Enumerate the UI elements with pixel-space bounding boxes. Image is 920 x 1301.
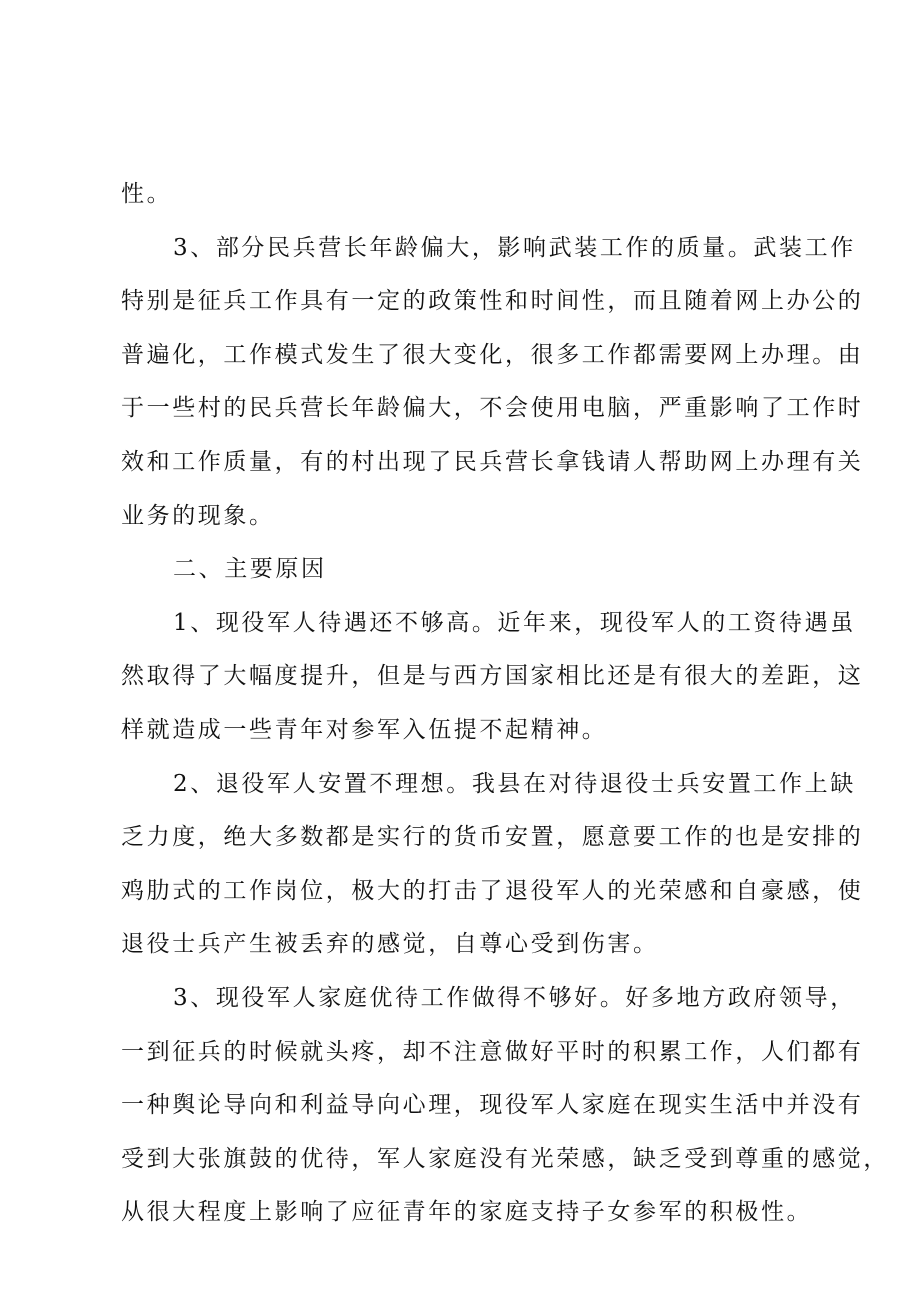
text-line-18: 受到大张旗鼓的优待，军人家庭没有光荣感，缺乏受到尊重的感觉， <box>121 1145 889 1172</box>
text-line-16: 一到征兵的时候就头疼，却不注意做好平时的积累工作，人们都有 <box>121 1038 864 1065</box>
text-line-17: 一种舆论导向和利益导向心理，现役军人家庭在现实生活中并没有 <box>121 1092 864 1119</box>
text-line-9: 然取得了大幅度提升，但是与西方国家相比还是有很大的差距，这 <box>121 663 864 690</box>
text-line-13: 鸡肋式的工作岗位，极大的打击了退役军人的光荣感和自豪感，使 <box>121 877 864 904</box>
text-line-4: 于一些村的民兵营长年龄偏大，不会使用电脑，严重影响了工作时 <box>121 395 864 422</box>
section-heading: 二、主要原因 <box>173 556 327 583</box>
text-line-8: 1、现役军人待遇还不够高。近年来，现役军人的工资待遇虽 <box>173 609 856 636</box>
text-line-3: 普遍化，工作模式发生了很大变化，很多工作都需要网上办理。由 <box>121 341 864 368</box>
text-line-2: 特别是征兵工作具有一定的政策性和时间性，而且随着网上办公的 <box>121 288 864 315</box>
text-line-15: 3、现役军人家庭优待工作做得不够好。好多地方政府领导， <box>173 984 856 1011</box>
text-line-14: 退役士兵产生被丢弃的感觉，自尊心受到伤害。 <box>121 931 659 958</box>
text-line-12: 乏力度，绝大多数都是实行的货币安置，愿意要工作的也是安排的 <box>121 824 864 851</box>
text-line-0: 性。 <box>121 181 173 207</box>
text-line-1: 3、部分民兵营长年龄偏大，影响武装工作的质量。武装工作 <box>173 234 856 261</box>
text-line-5: 效和工作质量，有的村出现了民兵营长拿钱请人帮助网上办理有关 <box>121 448 864 475</box>
text-line-6: 业务的现象。 <box>121 502 275 529</box>
document-body <box>121 168 889 1240</box>
text-line-19: 从很大程度上影响了应征青年的家庭支持子女参军的积极性。 <box>121 1199 813 1226</box>
text-line-11: 2、退役军人安置不理想。我县在对待退役士兵安置工作上缺 <box>173 770 856 797</box>
text-line-10: 样就造成一些青年对参军入伍提不起精神。 <box>121 716 608 743</box>
